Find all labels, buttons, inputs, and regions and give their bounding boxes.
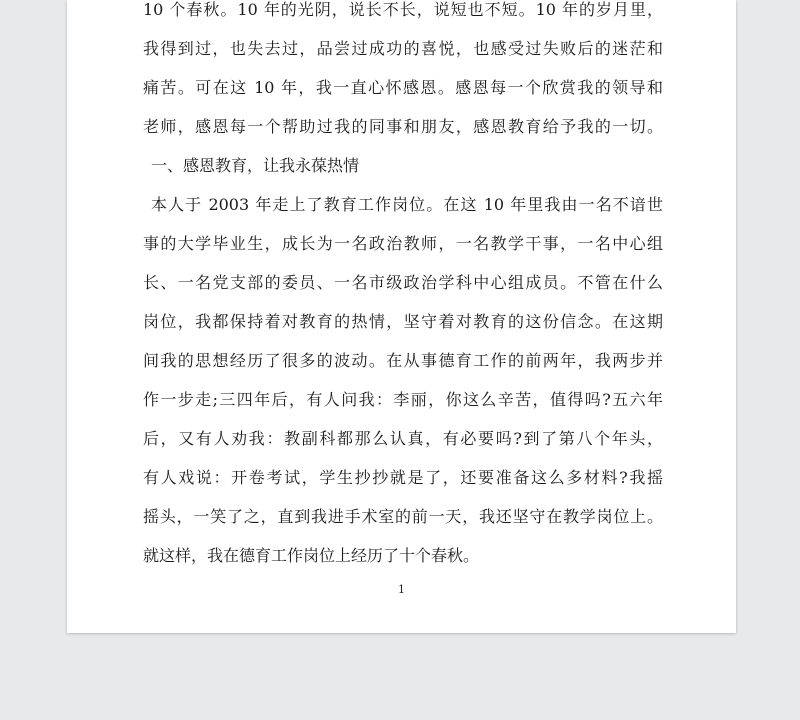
text-line: 有人戏说：开卷考试，学生抄抄就是了，还要准备这么多材料?我摇 (143, 468, 663, 487)
text-line: 岗位，我都保持着对教育的热情，坚守着对教育的这份信念。在这期 (143, 312, 663, 331)
text-line: 本人于 2003 年走上了教育工作岗位。在这 10 年里我由一名不谙世 (151, 195, 663, 214)
page-number: 1 (398, 583, 405, 596)
text-line: 后，又有人劝我：教副科都那么认真，有必要吗?到了第八个年头， (143, 429, 663, 448)
text-line: 摇头，一笑了之，直到我进手术室的前一天，我还坚守在教学岗位上。 (143, 507, 663, 526)
text-line: 长、一名党支部的委员、一名市级政治学科中心组成员。不管在什么 (143, 273, 663, 292)
text-line: 老师，感恩每一个帮助过我的同事和朋友，感恩教育给予我的一切。 (143, 117, 663, 136)
text-line: 事的大学毕业生，成长为一名政治教师，一名教学干事，一名中心组 (143, 234, 663, 253)
document-body (143, 0, 663, 575)
section-heading: 一、感恩教育，让我永葆热情 (151, 156, 360, 175)
text-line: 间我的思想经历了很多的波动。在从事德育工作的前两年，我两步并 (143, 351, 663, 370)
text-line: 作一步走;三四年后，有人问我：李丽，你这么辛苦，值得吗?五六年 (143, 390, 663, 409)
text-line: 就这样，我在德育工作岗位上经历了十个春秋。 (143, 546, 480, 565)
text-line: 我得到过，也失去过，品尝过成功的喜悦，也感受过失败后的迷茫和 (143, 39, 663, 58)
text-line: 痛苦。可在这 10 年，我一直心怀感恩。感恩每一个欣赏我的领导和 (143, 78, 663, 97)
text-line: 10 个春秋。10 年的光阴，说长不长，说短也不短。10 年的岁月里， (143, 0, 663, 19)
document-page (67, 0, 736, 633)
